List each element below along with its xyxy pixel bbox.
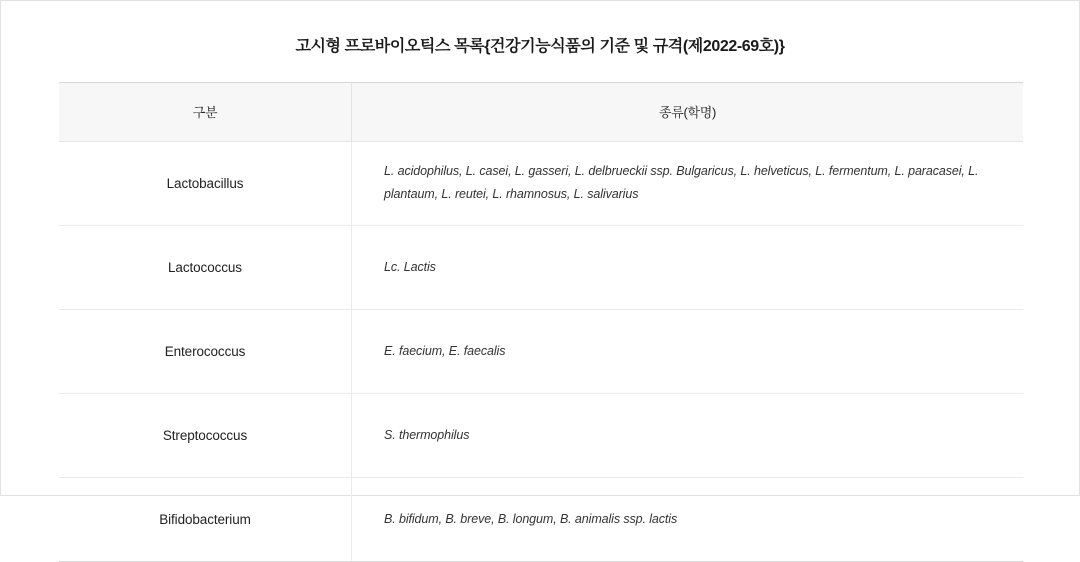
cell-species: B. bifidum, B. breve, B. longum, B. animalis ssp. lactis: [352, 477, 1024, 561]
page-title: 고시형 프로바이오틱스 목록{건강기능식품의 기준 및 규격(제2022-69호)}: [295, 38, 785, 55]
cell-species: Lc. Lactis: [352, 225, 1024, 309]
cell-species: S. thermophilus: [352, 393, 1024, 477]
table-header: [59, 82, 1023, 141]
table-header-row: [59, 82, 1023, 141]
table-row: [59, 225, 1023, 309]
column-header-species: 종류(학명): [352, 82, 1024, 141]
probiotics-table: [59, 82, 1023, 562]
table-row: [59, 477, 1023, 561]
cell-species: L. acidophilus, L. casei, L. gasseri, L. delbrueckii ssp. Bulgaricus, L. helveticus, L. fermentum, L. paracasei, L. plantaum, L. reutei, L. rhamnosus, L. salivarius: [352, 141, 1024, 225]
table-container: [59, 82, 1021, 562]
table-row: [59, 393, 1023, 477]
cell-group: Enterococcus: [59, 309, 352, 393]
cell-group: Streptococcus: [59, 393, 352, 477]
cell-group: Lactobacillus: [59, 141, 352, 225]
cell-species: E. faecium, E. faecalis: [352, 309, 1024, 393]
cell-group: Bifidobacterium: [59, 477, 352, 561]
table-row: [59, 141, 1023, 225]
column-header-group: 구분: [59, 82, 352, 141]
cell-group: Lactococcus: [59, 225, 352, 309]
table-body: [59, 141, 1023, 561]
table-row: [59, 309, 1023, 393]
